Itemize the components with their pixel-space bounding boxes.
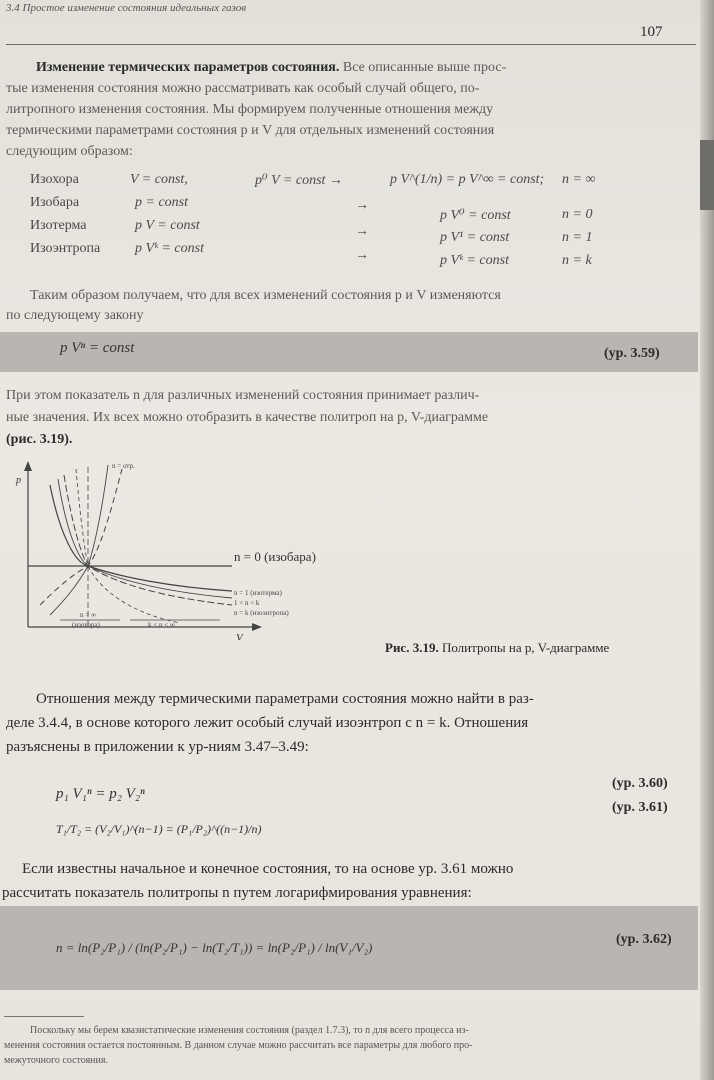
figure-caption-label: Рис. 3.19. — [385, 640, 439, 655]
row1-res: p V⁰ = const — [440, 208, 511, 223]
footnote-rule — [4, 1016, 84, 1017]
negative-polytrope-2 — [50, 465, 108, 615]
polytrope-high-curve — [76, 469, 180, 623]
row2-n: n = 1 — [562, 230, 593, 245]
figure-caption-text: Политропы на p, V-диаграмме — [441, 640, 610, 655]
eq-3-61-formula: T₁/T₂ = (V₂/V₁)^(n−1) = (P₁/P₂)^((n−1)/n) — [56, 822, 262, 836]
header-rule — [6, 44, 696, 45]
row2-mid: → — [355, 224, 369, 239]
label-range: 1 < n < k — [234, 599, 260, 607]
para4-line-2: разъяснены в приложении к ур-ниям 3.47–3.49: — [6, 739, 309, 755]
row3-res: p Vᵏ = const — [440, 253, 509, 268]
label-isobar: n = 0 (изобара) — [234, 549, 316, 564]
row3-name: Изоэнтропа — [30, 241, 101, 256]
para2-line-1: по следующему закону — [6, 308, 144, 323]
row3-mid: → — [355, 248, 369, 263]
label-kinf: k < n < ∞ — [148, 621, 175, 629]
axis-v-label: V — [236, 632, 243, 640]
figure-caption — [385, 640, 609, 656]
axis-p-label: p — [16, 475, 21, 486]
footnote-line-0: Поскольку мы берем квазистатические изменения состояния (раздел 1.7.3), то n для всего процесса из- — [30, 1025, 469, 1036]
footnote-line-2: межуточного состояния. — [4, 1055, 108, 1066]
row0-mid: p⁰ V = const → — [255, 173, 343, 188]
para5-line-1: рассчитать показатель политропы n путем логарифмирования уравнения: — [2, 885, 472, 901]
eq-3-60-tag: (ур. 3.60) — [612, 776, 668, 791]
intro-line-0-text: Все описанные выше прос- — [342, 60, 507, 75]
row1-n: n = 0 — [562, 207, 593, 222]
row0-name: Изохора — [30, 172, 79, 187]
intro-line-4: следующим образом: — [6, 144, 133, 159]
row0-eq: V = const, — [130, 172, 188, 187]
footnote-line-1: менения состояния остается постоянным. В данном случае можно рассчитать все параметры для любого про- — [4, 1040, 473, 1051]
intro-line-3: термическими параметрами состояния p и V для отдельных изменений состояния — [6, 123, 495, 138]
row3-n: n = k — [562, 253, 592, 268]
eq-3-62-formula: n = ln(P₂/P₁) / (ln(P₂/P₁) − ln(T₂/T₁)) = ln(P₂/P₁) / ln(V₁/V₂) — [56, 940, 373, 955]
intro-line-1: тые изменения состояния можно рассматривать как особый случай общего, по- — [6, 81, 480, 96]
label-isentrope: n = k (изоэнтропа) — [234, 609, 289, 617]
intro-line-2: литропного изменения состояния. Мы формируем полученные отношения между — [6, 102, 494, 117]
para3-line-0: При этом показатель n для различных изменений состояния принимает различ- — [6, 388, 480, 403]
para3-line-1: ные значения. Их всех можно отобразить в качестве политроп на p, V-диаграмме — [6, 410, 489, 425]
row2-eq: p V = const — [135, 218, 200, 233]
page-edge-tab — [700, 140, 714, 210]
running-head: 3.4 Простое изменение состояния идеальных газов — [6, 2, 246, 14]
row1-mid: → — [355, 198, 369, 213]
row0-n: n = ∞ — [562, 172, 596, 187]
eq-3-59-formula: p Vⁿ = const — [60, 340, 135, 356]
eq-3-60-formula: p₁ V₁ⁿ = p₂ V₂ⁿ — [56, 786, 145, 802]
label-isochore: (изохора) — [72, 621, 100, 629]
eq-3-61-tag: (ур. 3.61) — [612, 800, 668, 815]
label-top: n = отр. — [112, 462, 135, 470]
row3-eq: p Vᵏ = const — [135, 241, 204, 256]
para4-line-0: Отношения между термическими параметрами состояния можно найти в раз- — [36, 691, 534, 707]
eq-3-62-tag: (ур. 3.62) — [616, 932, 672, 947]
label-isotherm: n = 1 (изотерма) — [234, 589, 282, 597]
eq-3-59-tag: (ур. 3.59) — [604, 346, 660, 361]
para5-line-0: Если известны начальное и конечное состояния, то на основе ур. 3.61 можно — [22, 861, 514, 877]
row2-res: p V¹ = const — [440, 230, 510, 245]
label-inf: n = ∞ — [80, 611, 96, 619]
row2-name: Изотерма — [30, 218, 87, 233]
row1-eq: p = const — [135, 195, 188, 210]
para3-line-2: (рис. 3.19). — [6, 432, 73, 447]
intro-heading: Изменение термических параметров состояния. — [36, 60, 340, 75]
axis-p-arrow — [24, 461, 32, 471]
intro-line-0 — [36, 58, 506, 77]
page-number: 107 — [640, 24, 663, 40]
negative-polytrope — [40, 469, 122, 605]
row1-name: Изобара — [30, 195, 80, 210]
para2-line-0: Таким образом получаем, что для всех изменений состояния p и V изменяются — [30, 288, 501, 303]
axis-v-arrow — [252, 623, 262, 631]
row0-res: p V^(1/n) = p V^∞ = const; — [390, 172, 545, 187]
polytrope-diagram — [0, 455, 360, 640]
para4-line-1: деле 3.4.4, в основе которого лежит особый случай изоэнтроп с n = k. Отношения — [6, 715, 529, 731]
